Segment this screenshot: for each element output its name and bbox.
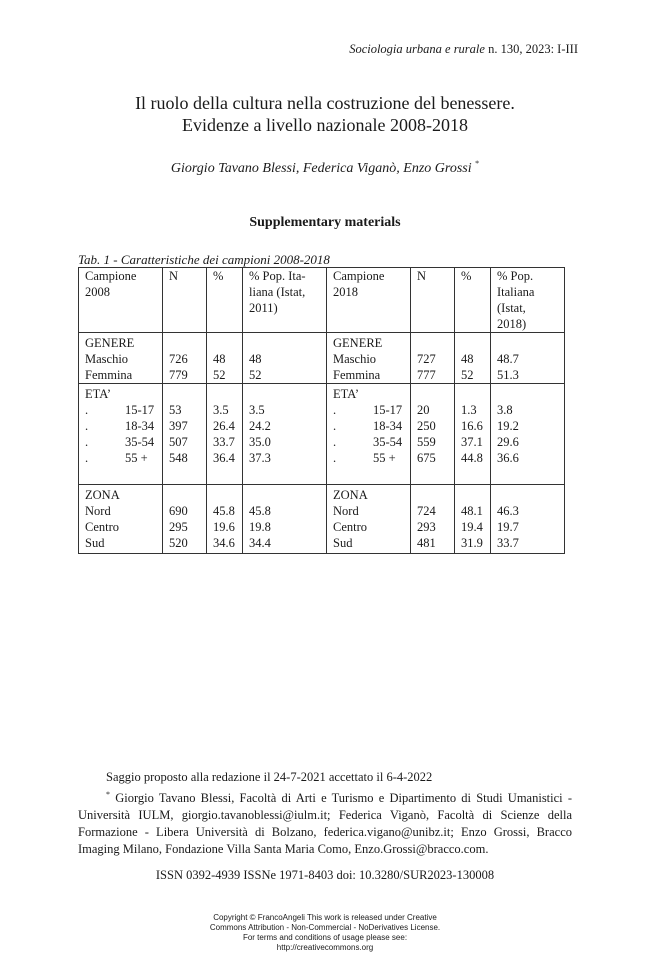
eta-section <box>79 384 565 485</box>
journal-name: Sociologia urbana e rurale <box>349 42 485 56</box>
title-line-1: Il ruolo della cultura nella costruzione del benessere. <box>135 93 515 113</box>
genere-pct-2008: 48 52 <box>207 333 243 384</box>
header-pct-2018: % <box>455 268 491 333</box>
section-heading: Supplementary materials <box>249 215 401 230</box>
license-line-3: For terms and conditions of usage please see: <box>242 933 408 942</box>
zona-pop-2011: 45.8 19.8 34.4 <box>243 485 327 554</box>
paper-title <box>0 92 650 136</box>
genere-pop-2011: 48 52 <box>243 333 327 384</box>
samples-table <box>78 267 565 554</box>
genere-categories-2018: GENERE Maschio Femmina <box>327 333 411 384</box>
eta-pop-2011: 3.5 24.2 35.0 37.3 <box>243 384 327 485</box>
header-n-2018: N <box>411 268 455 333</box>
authors <box>0 159 650 177</box>
genere-pct-2018: 48 52 <box>455 333 491 384</box>
journal-header <box>349 42 578 57</box>
author-names: Giorgio Tavano Blessi, Federica Viganò, Enzo Grossi <box>170 161 472 176</box>
header-campione-2018: Campione 2018 <box>327 268 411 333</box>
journal-issue: n. 130, 2023: I-III <box>488 42 578 56</box>
affiliation-mark: * <box>106 790 110 799</box>
eta-n-2008: 53 397 507 548 <box>163 384 207 485</box>
issn-doi: ISSN 0392-4939 ISSNe 1971-8403 doi: 10.3280/SUR2023-130008 <box>155 868 495 882</box>
genere-pop-2018: 48.7 51.3 <box>491 333 565 384</box>
header-n-2008: N <box>163 268 207 333</box>
received-note: Saggio proposto alla redazione il 24-7-2021 accettato il 6-4-2022 <box>106 770 433 784</box>
eta-n-2018: 20 250 559 675 <box>411 384 455 485</box>
zona-pct-2018: 48.1 19.4 31.9 <box>455 485 491 554</box>
license-notice <box>0 913 650 953</box>
header-pct-2008: % <box>207 268 243 333</box>
zona-categories-2018: ZONA Nord Centro Sud <box>327 485 411 554</box>
header-campione-2008: Campione 2008 <box>79 268 163 333</box>
zona-n-2018: 724 293 481 <box>411 485 455 554</box>
title-line-2: Evidenze a livello nazionale 2008-2018 <box>182 115 468 135</box>
table-caption: Tab. 1 - Caratteristiche dei campioni 2008-2018 <box>78 252 330 267</box>
affiliation-footnote <box>78 786 572 858</box>
zona-n-2008: 690 295 520 <box>163 485 207 554</box>
genere-section <box>79 333 565 384</box>
license-link[interactable]: http://creativecommons.org <box>276 943 374 952</box>
license-line-1: Copyright © FrancoAngeli This work is released under Creative <box>213 913 437 922</box>
zona-pct-2008: 45.8 19.6 34.6 <box>207 485 243 554</box>
eta-pop-2018: 3.8 19.2 29.6 36.6 <box>491 384 565 485</box>
genere-n-2008: 726 779 <box>163 333 207 384</box>
eta-pct-2018: 1.3 16.6 37.1 44.8 <box>455 384 491 485</box>
eta-pct-2008: 3.5 26.4 33.7 36.4 <box>207 384 243 485</box>
header-pop-2018: % Pop. Italiana (Istat, 2018) <box>491 268 565 333</box>
header-pop-2011: % Pop. Ita- liana (Istat, 2011) <box>243 268 327 333</box>
license-line-2: Commons Attribution - Non-Commercial - NoDerivatives License. <box>209 923 441 932</box>
zona-section <box>79 485 565 554</box>
affiliation-text: Giorgio Tavano Blessi, Facoltà di Arti e Turismo e Dipartimento di Studi Umanistici - Università IULM, giorgio.tavanoblessi@iulm.it; Federica Viganò, Facoltà di Scienze della Formazione - Libera Università di Bolzano, federica.vigano@unibz.it; Enzo Grossi, Bracco Imaging Milano, Fondazione Villa Santa Maria Como, Enzo.Grossi@bracco.com. <box>78 791 573 856</box>
zona-pop-2018: 46.3 19.7 33.7 <box>491 485 565 554</box>
genere-n-2018: 727 777 <box>411 333 455 384</box>
eta-categories-2008: ETA’ . 15-17 . 18-34 . 35-54 . 55 + <box>79 384 163 485</box>
genere-categories-2008: GENERE Maschio Femmina <box>79 333 163 384</box>
author-footnote-mark: * <box>475 159 480 168</box>
eta-categories-2018: ETA’ . 15-17 . 18-34 . 35-54 . 55 + <box>327 384 411 485</box>
table-header-row <box>79 268 565 333</box>
zona-categories-2008: ZONA Nord Centro Sud <box>79 485 163 554</box>
